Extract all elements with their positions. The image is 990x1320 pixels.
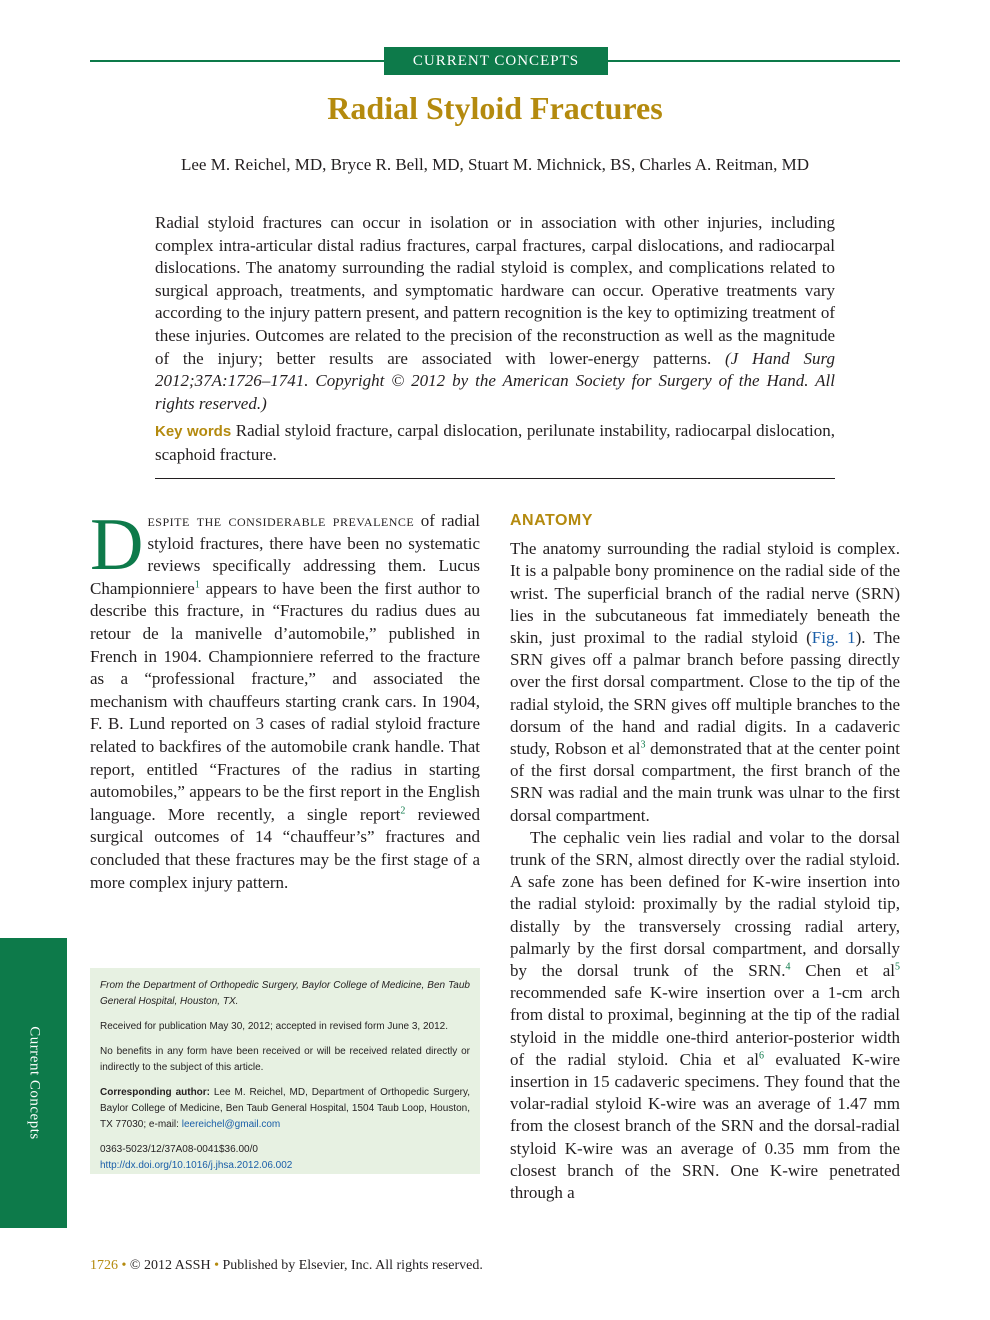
keywords-list: Radial styloid fracture, carpal dislocation, perilunate instability, radiocarpal dislocation, scaphoid fracture.: [155, 421, 836, 464]
anatomy-heading: ANATOMY: [510, 512, 593, 529]
reference-4[interactable]: 4: [785, 961, 791, 973]
footer-bullet-1: •: [121, 1258, 127, 1273]
anatomy-text-f: recommended safe K-wire insertion over a 1-cm arch from distal to proximal, beginning at the tip of the radial styloid in the middle one-third anterior-posterior width of the radial styloid. Chia et al: [510, 983, 900, 1069]
affiliation-received: Received for publication May 30, 2012; accepted in revised form June 3, 2012.: [100, 1021, 448, 1032]
page-number: 1726: [90, 1258, 118, 1273]
anatomy-paragraph-2: [510, 827, 900, 1204]
page-footer: [90, 1258, 483, 1274]
abstract: [155, 212, 835, 415]
footer-publisher: Published by Elsevier, Inc. All rights reserved.: [222, 1258, 483, 1273]
keywords: [155, 420, 835, 466]
anatomy-text-a: The anatomy surrounding the radial styloid is complex. It is a palpable bony prominence on the radial side of the wrist. The superficial branch of the radial nerve (SRN) lies in the subcutaneous fat immediately beneath the skin, just proximal to the radial styloid (: [510, 539, 900, 648]
reference-1[interactable]: 1: [194, 579, 200, 591]
side-tab-label: Current Concepts: [26, 1026, 42, 1140]
anatomy-text-g: evaluated K-wire insertion in 15 cadaveric specimens. They found that the volar-radial styloid K-wire was an average of 1.47 mm from the closest branch of the SRN and the dorsal-radial styloid K-wire was an average of 0.35 mm from the closest branch of the SRN. One K-wire penetrated through a: [510, 1049, 900, 1203]
issn: 0363-5023/12/37A08-0041$36.00/0: [100, 1144, 258, 1155]
abstract-divider: [155, 478, 835, 479]
reference-5[interactable]: 5: [895, 961, 901, 973]
intro-text-b: appears to have been the first author to describe this fracture, in “Fractures du radius dues au retour de la manivelle d’automobile,” published in French in 1904. Championniere referred to the fracture as a “professional fracture,” and associated the mechanism with chauffeurs starting crank cars. In 1904, F. B. Lund reported on 3 cases of radial styloid fracture related to backfires of the automobile crank handle. That report, entitled “Fractures of the radius in starting automobiles,” appears to be the first report in the English language. More recently, a single report: [90, 578, 480, 824]
anatomy-paragraph-1: [510, 538, 900, 827]
corresponding-text: Lee M. Reichel, MD, Department of Orthopedic Surgery, Baylor College of Medicine, Ben Taub General Hospital, 1504 Taub Loop, Houston, TX 77030; e-mail:: [100, 1087, 471, 1130]
corresponding-label: Corresponding author:: [100, 1087, 211, 1098]
intro-column: [90, 504, 481, 894]
intro-text-c: reviewed surgical outcomes of 14 “chauffeur’s” fractures and concluded that these fractures may be the first stage of a more complex injury pattern.: [90, 804, 480, 892]
affiliation-from: From the Department of Orthopedic Surgery, Baylor College of Medicine, Ben Taub General Hospital, Houston, TX.: [100, 980, 470, 1007]
footer-copyright: © 2012 ASSH: [129, 1258, 211, 1273]
anatomy-text-e: Chen et al: [790, 961, 896, 981]
abstract-text: Radial styloid fractures can occur in isolation or in association with other injuries, including complex intra-articular distal radius fractures, carpal fractures, carpal dislocations, and radiocarpal dislocations. The anatomy surrounding the radial styloid is complex, and complications related to surgical approach, treatments, and symptomatic hardware can occur. Operative treatments vary according to the injury pattern present, and pattern recognition is the key to optimizing treatment of these injuries. Outcomes are related to the precision of the reconstruction as well as the magnitude of the injury; better results are associated with lower-energy patterns.: [155, 213, 835, 368]
anatomy-text-d: The cephalic vein lies radial and volar to the dorsal trunk of the SRN, almost directly over the radial styloid. A safe zone has been defined for K-wire insertion into the radial styloid: proximally by the radial styloid tip, distally by the transversely crossing radial artery, palmarly by the first dorsal compartment, and dorsally by the dorsal trunk of the SRN.: [510, 827, 900, 981]
affiliation-box: [90, 968, 480, 1174]
reference-6[interactable]: 6: [759, 1050, 764, 1062]
anatomy-text-c: demonstrated that at the center point of the first dorsal compartment, the first branch of the SRN was radial and the main trunk was ulnar to the first dorsal compartment.: [510, 739, 901, 825]
corresponding-author: [100, 1085, 470, 1133]
drop-cap: D: [90, 504, 144, 586]
figure-link[interactable]: Fig. 1: [811, 628, 856, 648]
doi-link[interactable]: http://dx.doi.org/10.1016/j.jhsa.2012.06.002: [100, 1160, 293, 1171]
footer-bullet-2: •: [214, 1258, 219, 1273]
email-link[interactable]: leereichel@gmail.com: [181, 1119, 281, 1130]
anatomy-column: [510, 510, 900, 1204]
reference-3[interactable]: 3: [640, 739, 646, 751]
author-list: Lee M. Reichel, MD, Bryce R. Bell, MD, Stuart M. Michnick, BS, Charles A. Reitman, MD: [181, 155, 809, 174]
intro-text-a: of radial styloid fractures, there have been no systematic reviews specifically addressing them. Lucus Championniere: [90, 511, 481, 598]
intro-lead: espite the considerable prevalence: [147, 511, 415, 530]
anatomy-text-b: ). The SRN gives off a palmar branch before passing directly over the first dorsal compartment. Close to the tip of the radial styloid, the SRN gives off multiple branches to the dorsum of the hand and radial digits. In a cadaveric study, Robson et al: [510, 628, 900, 759]
article-title: Radial Styloid Fractures: [327, 90, 663, 126]
affiliation-benefits: No benefits in any form have been received or will be received related directly or indirectly to the subject of this article.: [100, 1046, 470, 1073]
keywords-label: Key words: [155, 423, 232, 440]
abstract-citation: (J Hand Surg 2012;37A:1726–1741. Copyright © 2012 by the American Society for Surgery of the Hand. All rights reserved.): [155, 348, 836, 413]
side-tab: [0, 938, 67, 1228]
reference-2[interactable]: 2: [400, 805, 406, 817]
section-tag: CURRENT CONCEPTS: [384, 47, 608, 75]
